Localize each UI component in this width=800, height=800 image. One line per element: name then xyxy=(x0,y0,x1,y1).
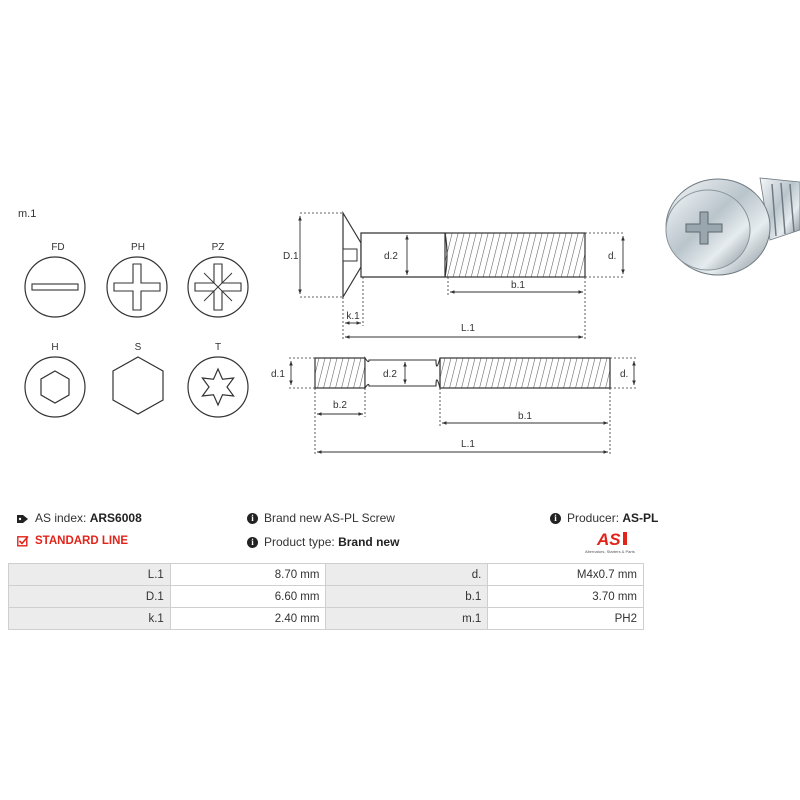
spec-value: 3.70 mm xyxy=(488,586,644,608)
checkbox-checked-icon xyxy=(17,535,29,547)
table-row xyxy=(9,608,644,630)
drive-type-label: FD xyxy=(51,242,65,253)
info-icon: i xyxy=(550,513,561,524)
spec-label: m.1 xyxy=(326,608,488,630)
dim-label-d2b: d.2 xyxy=(383,369,397,380)
spec-value: PH2 xyxy=(488,608,644,630)
table-row xyxy=(9,564,644,586)
spec-label: D.1 xyxy=(9,586,171,608)
info-icon: i xyxy=(247,537,258,548)
dim-label-b2: b.2 xyxy=(333,400,347,411)
drive-type-ph xyxy=(107,242,167,317)
producer xyxy=(550,511,658,525)
standard-line xyxy=(17,535,128,547)
standard-line-text: STANDARD LINE xyxy=(35,535,129,547)
drive-type-t xyxy=(188,342,248,417)
drive-type-fd xyxy=(25,242,85,317)
drive-type-pz xyxy=(188,242,248,317)
description-text: Brand new AS-PL Screw xyxy=(264,511,395,525)
drive-type-label: H xyxy=(51,342,59,353)
section-label: m.1 xyxy=(18,208,37,220)
hex-socket-icon xyxy=(25,357,85,417)
producer-label: Producer: xyxy=(567,511,620,525)
dim-label-b1b: b.1 xyxy=(518,411,532,422)
table-row xyxy=(9,586,644,608)
spec-value: 8.70 mm xyxy=(170,564,326,586)
as-logo xyxy=(585,528,649,558)
phillips-cross-icon xyxy=(107,257,167,317)
spec-label: L.1 xyxy=(9,564,171,586)
drive-type-label: PH xyxy=(131,242,145,253)
logo-tagline: Alternators, Starters & Parts xyxy=(585,549,635,554)
spec-value: 2.40 mm xyxy=(170,608,326,630)
drive-type-label: T xyxy=(214,342,222,353)
dim-label-L1: L.1 xyxy=(461,323,475,334)
product-photo xyxy=(666,178,800,275)
dim-label-b1: b.1 xyxy=(511,280,525,291)
tag-icon xyxy=(17,513,29,523)
info-icon: i xyxy=(247,513,258,524)
as-index xyxy=(17,511,142,525)
spec-value: M4x0.7 mm xyxy=(488,564,644,586)
spec-table xyxy=(8,563,644,630)
dim-label-d2: d.2 xyxy=(384,251,398,262)
dim-label-L1b: L.1 xyxy=(461,439,475,450)
dim-label-d: d. xyxy=(608,251,617,262)
drive-type-s xyxy=(113,342,163,414)
spec-label: d. xyxy=(326,564,488,586)
screw-countersunk-drawing xyxy=(283,213,625,340)
screw-stud-drawing xyxy=(271,358,636,456)
spec-value: 6.60 mm xyxy=(170,586,326,608)
dim-label-db: d. xyxy=(620,369,629,380)
description xyxy=(247,511,395,525)
spec-label: k.1 xyxy=(9,608,171,630)
drive-type-label: PZ xyxy=(211,242,225,253)
drive-type-h xyxy=(25,342,85,417)
dim-label-D1: D.1 xyxy=(283,251,299,262)
as-index-value: ARS6008 xyxy=(89,511,142,525)
torx-icon xyxy=(188,357,248,417)
dim-label-d1: d.1 xyxy=(271,369,285,380)
flat-slot-icon xyxy=(25,257,85,317)
pozidriv-icon xyxy=(188,257,248,317)
logo-text: AS xyxy=(597,530,621,549)
product-type-label: Product type: xyxy=(264,535,335,549)
spec-label: b.1 xyxy=(326,586,488,608)
drive-type-label: S xyxy=(134,342,142,353)
producer-value: AS-PL xyxy=(622,511,659,525)
product-type xyxy=(247,535,399,549)
product-type-value: Brand new xyxy=(338,535,400,549)
dim-label-k1: k.1 xyxy=(346,311,360,322)
hex-head-icon xyxy=(113,357,163,414)
as-index-label: AS index: xyxy=(35,511,87,525)
